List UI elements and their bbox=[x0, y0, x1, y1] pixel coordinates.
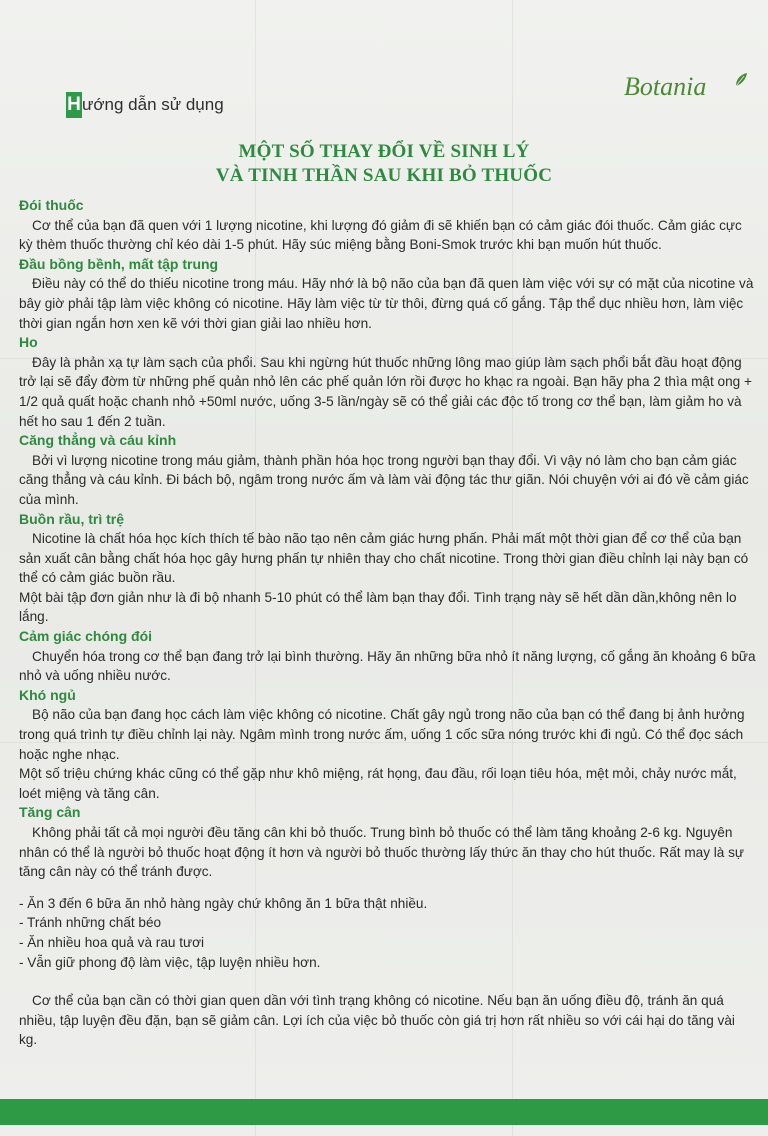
section-header bbox=[66, 92, 224, 118]
leaf-icon bbox=[734, 72, 748, 88]
closing-paragraph: Cơ thể của bạn cần có thời gian quen dần với tình trạng không có nicotine. Nếu bạn ăn uống điều độ, tránh ăn quá nhiều, tập luyện đều đặn, bạn sẽ giảm cân. Lợi ích của việc bỏ thuốc còn giá trị hơn rất nhiều so với cái hại do tăng vài kg. bbox=[19, 993, 735, 1048]
section-paragraph: Bộ não của bạn đang học cách làm việc không có nicotine. Chất gây ngủ trong não của bạn có thể đang bị ảnh hưởng trong quá trình tự điều chỉnh lại này. Ngâm mình trong nước ấm, uống 1 cốc sữa nóng trước khi đi ngủ. Có thể đọc sách hoặc nghe nhạc. bbox=[19, 707, 745, 762]
footer-bar bbox=[0, 1099, 768, 1125]
section-heading: Buồn rầu, trì trệ bbox=[19, 510, 125, 527]
section-paragraph: Cơ thể của bạn đã quen với 1 lượng nicotine, khi lượng đó giảm đi sẽ khiến bạn có cảm giác đói thuốc. Cảm giác cực kỳ thèm thuốc thường chỉ kéo dài 1-5 phút. Hãy súc miệng bằng Boni-Smok trước khi bạn muốn hút thuốc. bbox=[19, 217, 742, 253]
page-title bbox=[0, 140, 768, 188]
header-title: ướng dẫn sử dụng bbox=[82, 95, 224, 114]
spacer bbox=[19, 972, 756, 991]
section bbox=[19, 255, 756, 333]
section-heading: Đầu bồng bềnh, mất tập trung bbox=[19, 255, 219, 272]
section bbox=[19, 627, 756, 686]
tips-list bbox=[19, 894, 756, 972]
title-line-2: VÀ TINH THẦN SAU KHI BỎ THUỐC bbox=[215, 165, 553, 186]
section-paragraph: Một số triệu chứng khác cũng có thể gặp như khô miệng, rát họng, đau đầu, rối loạn tiêu hóa, mệt mỏi, chảy nước mắt, loét miệng và tăng cân. bbox=[19, 766, 737, 801]
brand-name: Botania bbox=[624, 72, 707, 101]
section-paragraph: Chuyển hóa trong cơ thể bạn đang trở lại bình thường. Hãy ăn những bữa nhỏ ít năng lượng, cố gắng ăn khoảng 6 bữa nhỏ và uống nhiều nước. bbox=[19, 648, 756, 684]
section-paragraph: Nicotine là chất hóa học kích thích tế bào não tạo nên cảm giác hưng phấn. Phải mất một thời gian để cơ thể của bạn sản xuất cân bằng chất hóa học gây hưng phấn tự nhiên thay cho chất nicotine. Trong thời gian điều chỉnh lại này bạn có thể có cảm giác buồn rầu. bbox=[19, 531, 749, 586]
section-heading: Căng thẳng và cáu kỉnh bbox=[19, 432, 177, 449]
title-line-1: MỘT SỐ THAY ĐỔI VỀ SINH LÝ bbox=[238, 141, 530, 162]
header-initial: H bbox=[67, 94, 81, 115]
section-paragraph: Đây là phản xạ tự làm sạch của phổi. Sau khi ngừng hút thuốc những lông mao giúp làm sạch phổi bắt đầu hoạt động trở lại sẽ đẩy đờm từ những phế quản nhỏ lên các phế quản lớn rồi được ho khạc ra ngoài. Bạn hãy pha 2 thìa mật ong + 1/2 quả quất hoặc chanh nhỏ +50ml nước, uống 3-5 lần/ngày sẽ có thể giải các độc tố trong cơ thể bạn, làm giảm ho và hết ho sau 1 đến 2 tuần. bbox=[19, 354, 752, 429]
section-paragraph: Không phải tất cả mọi người đều tăng cân khi bỏ thuốc. Trung bình bỏ thuốc có thể làm tăng khoảng 2-6 kg. Nguyên nhân có thể là người bỏ thuốc hoạt động ít hơn và người bỏ thuốc thường lấy thức ăn thay cho hút thuốc. Rất may là sự tăng cân này có thể tránh được. bbox=[19, 825, 745, 880]
section-heading: Đói thuốc bbox=[19, 197, 84, 213]
section bbox=[19, 510, 756, 628]
botania-logo bbox=[624, 72, 706, 102]
section-paragraph: Bởi vì lượng nicotine trong máu giảm, thành phần hóa học trong người bạn thay đổi. Vì vậy nó làm cho bạn cảm giác căng thẳng và cáu kỉnh. Đi bách bộ, ngâm trong nước ấm và làm vài động tác thư giãn. Nói chuyện với ai đó về cảm giác của mình. bbox=[19, 452, 749, 507]
section bbox=[19, 803, 756, 881]
section-paragraph: Một bài tập đơn giản như là đi bộ nhanh 5-10 phút có thể làm bạn thay đổi. Tình trạng này sẽ hết dần dần,không nên lo lắng. bbox=[19, 589, 737, 625]
section bbox=[19, 431, 756, 509]
tip-item: - Ăn nhiều hoa quả và rau tươi bbox=[19, 934, 205, 950]
section bbox=[19, 196, 756, 255]
section-heading: Ho bbox=[19, 334, 38, 351]
tip-item: - Ăn 3 đến 6 bữa ăn nhỏ hàng ngày chứ không ăn 1 bữa thật nhiều. bbox=[19, 895, 428, 911]
section bbox=[19, 686, 756, 804]
leaflet-body bbox=[19, 196, 756, 1050]
section-heading: Cảm giác chóng đói bbox=[19, 628, 153, 645]
section-heading: Tăng cân bbox=[19, 804, 81, 821]
tip-item: - Vẫn giữ phong độ làm việc, tập luyện nhiều hơn. bbox=[19, 954, 321, 970]
tip-item: - Tránh những chất béo bbox=[19, 915, 162, 931]
section bbox=[19, 333, 756, 431]
section-paragraph: Điều này có thể do thiếu nicotine trong máu. Hãy nhớ là bộ não của bạn đã quen làm việc với sự có mặt của nicotine và bây giờ phải tập làm việc không có nicotine. Hãy làm việc từ từ thôi, đừng quá cố gắng. Tập thể dục nhiều hơn, làm việc thời gian ngắn hơn xen kẽ với thời gian giải lao nhiều hơn. bbox=[19, 276, 754, 331]
header-accent-block bbox=[66, 92, 82, 118]
spacer bbox=[19, 882, 756, 894]
section-heading: Khó ngủ bbox=[19, 686, 76, 703]
